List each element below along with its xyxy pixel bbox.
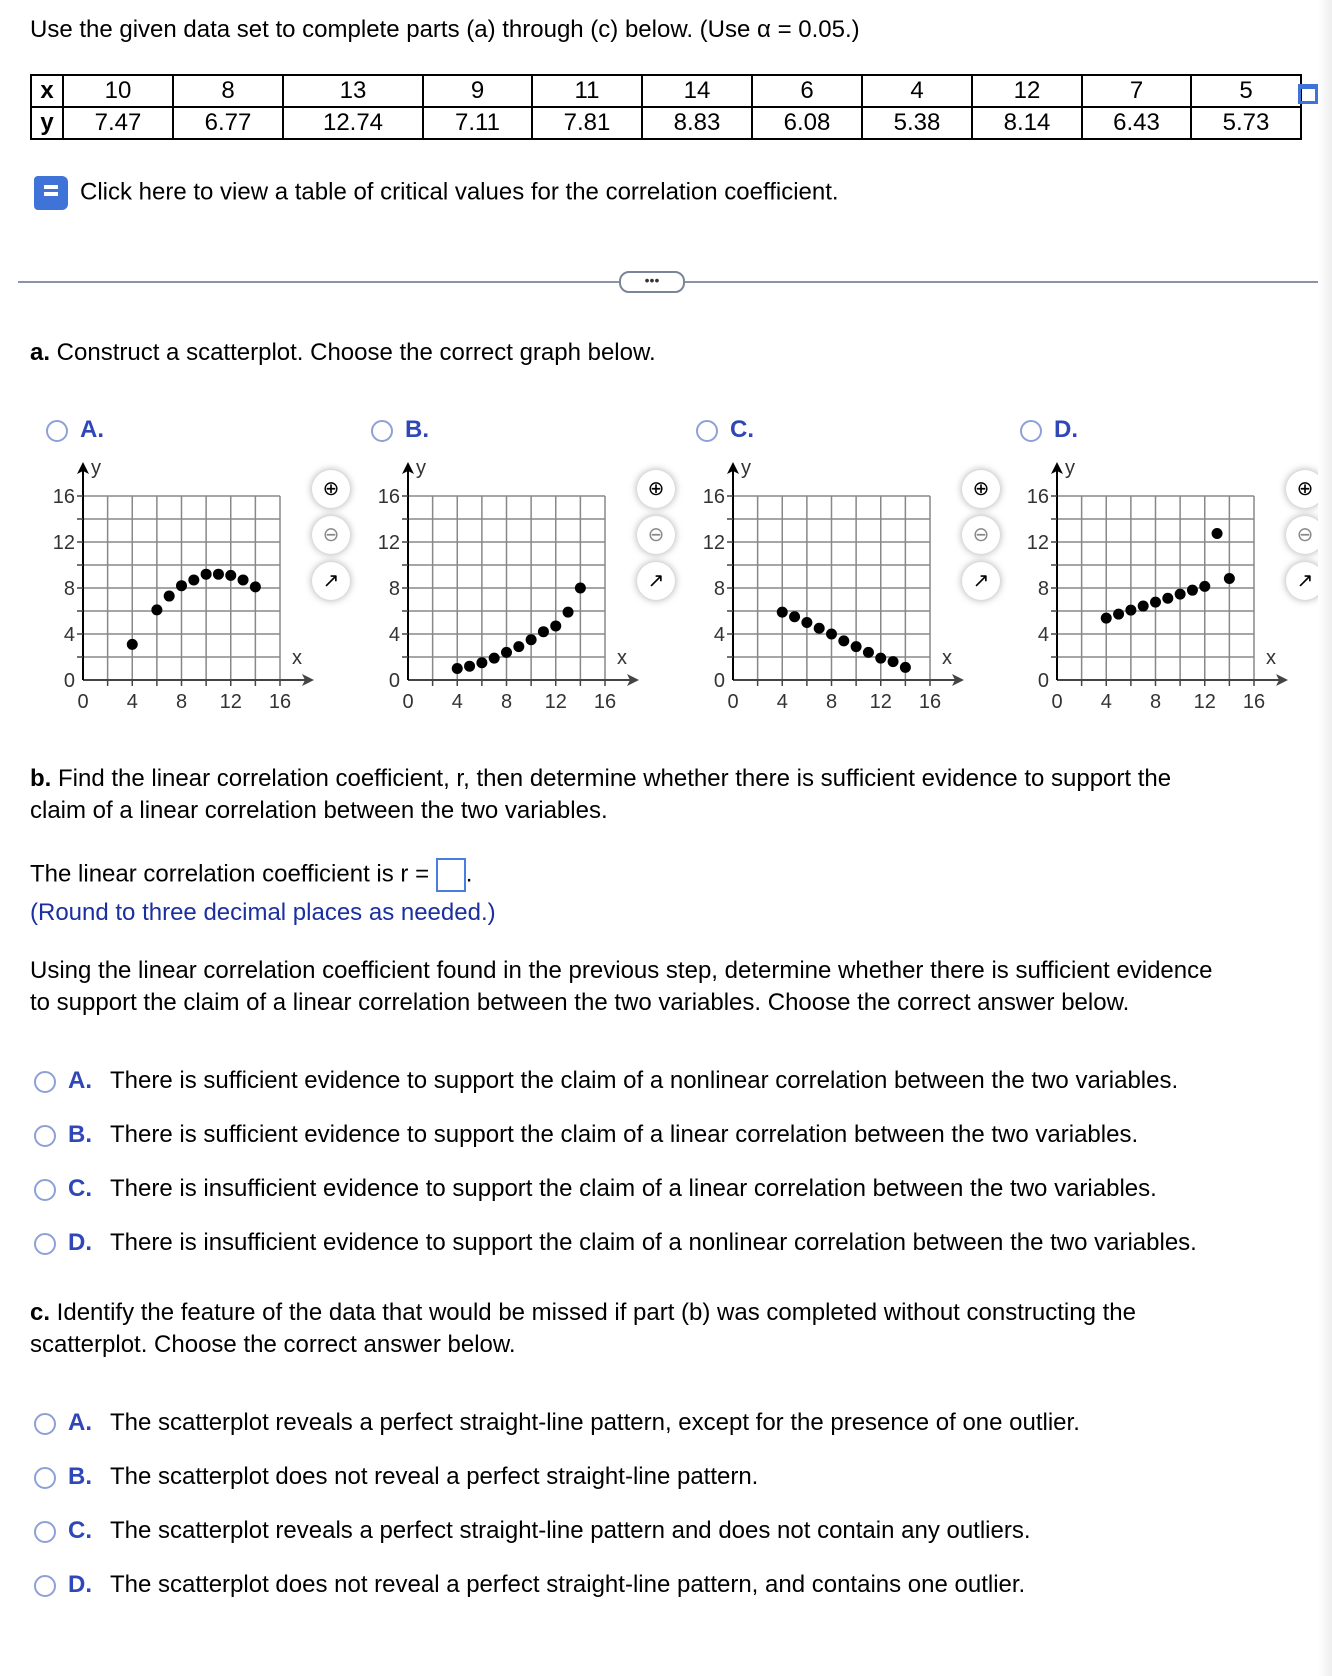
radio-button[interactable]	[46, 420, 68, 442]
answer-option-a[interactable]	[34, 1067, 1178, 1095]
zoom-in-icon[interactable]: ⊕	[1286, 470, 1324, 508]
x-cell: 14	[642, 75, 752, 107]
x-tick-label: 12	[219, 691, 242, 713]
data-point	[225, 570, 236, 581]
data-point	[1199, 581, 1210, 592]
x-header: x	[31, 75, 63, 107]
data-point	[814, 623, 825, 634]
option-label: A.	[68, 1409, 92, 1436]
zoom-out-icon[interactable]: ⊖	[962, 516, 1000, 554]
x-cell: 7	[1082, 75, 1191, 107]
y-tick-label: 16	[1026, 486, 1049, 508]
option-text: The scatterplot does not reveal a perfect straight-line pattern.	[110, 1463, 759, 1490]
y-tick-label: 16	[52, 486, 75, 508]
graph-option-header[interactable]	[46, 416, 122, 444]
x-cell: 9	[423, 75, 532, 107]
option-text: The scatterplot does not reveal a perfect straight-line pattern, and contains one outlier.	[110, 1571, 1026, 1598]
radio-button[interactable]	[696, 420, 718, 442]
data-point	[1101, 613, 1112, 624]
data-point	[151, 604, 162, 615]
part-b-label: b.	[30, 765, 52, 792]
zoom-out-icon[interactable]: ⊖	[312, 516, 350, 554]
expand-button[interactable]: •••	[619, 271, 685, 293]
book-icon	[34, 176, 68, 210]
data-point	[238, 574, 249, 585]
y-tick-label: 8	[388, 578, 400, 600]
option-text: There is insufficient evidence to support the claim of a nonlinear correlation between the two variables.	[110, 1229, 1197, 1256]
x-axis-label: x	[942, 647, 952, 669]
y-tick-label: 8	[63, 578, 75, 600]
y-tick-label: 12	[1026, 532, 1049, 554]
data-point	[176, 580, 187, 591]
graph-option-b[interactable]	[355, 416, 679, 716]
table-row-y	[31, 107, 1301, 139]
radio-button[interactable]	[34, 1521, 56, 1543]
data-point	[1224, 573, 1235, 584]
part-a-label: a.	[30, 339, 51, 366]
x-cell: 12	[972, 75, 1082, 107]
data-point	[1125, 605, 1136, 616]
y-cell: 5.38	[862, 107, 972, 139]
x-tick-label: 8	[825, 691, 838, 713]
data-point	[513, 641, 524, 652]
part-c-text-2: scatterplot. Choose the correct answer below.	[30, 1331, 516, 1358]
y-tick-label: 8	[713, 578, 725, 600]
popout-icon[interactable]: ↗	[962, 562, 1000, 600]
zoom-in-icon[interactable]: ⊕	[312, 470, 350, 508]
radio-button[interactable]	[34, 1413, 56, 1435]
part-a-prompt	[30, 339, 656, 367]
data-point	[1162, 593, 1173, 604]
data-point	[900, 662, 911, 673]
data-point	[1175, 589, 1186, 600]
part-b-prompt	[30, 765, 1171, 793]
y-cell: 7.11	[423, 107, 532, 139]
option-label: D.	[68, 1229, 92, 1256]
x-axis-label: x	[292, 647, 302, 669]
y-tick-label: 4	[388, 624, 400, 646]
graph-option-header[interactable]	[1020, 416, 1096, 444]
option-text: There is sufficient evidence to support the claim of a linear correlation between the two variables.	[110, 1121, 1139, 1148]
radio-button[interactable]	[34, 1575, 56, 1597]
popout-icon[interactable]: ↗	[312, 562, 350, 600]
data-point	[875, 653, 886, 664]
r-answer-input[interactable]	[436, 858, 466, 892]
y-cell: 8.14	[972, 107, 1082, 139]
answer-option-d[interactable]	[34, 1229, 1197, 1257]
radio-button[interactable]	[34, 1125, 56, 1147]
x-tick-label: 0	[402, 691, 414, 713]
answer-option-c[interactable]	[34, 1175, 1157, 1203]
data-point	[250, 581, 261, 592]
copy-table-icon[interactable]	[1298, 84, 1318, 104]
data-table	[30, 74, 1302, 140]
y-tick-label: 4	[63, 624, 75, 646]
data-point	[801, 617, 812, 628]
y-tick-label: 4	[713, 624, 725, 646]
data-point	[838, 635, 849, 646]
x-axis-label: x	[1266, 647, 1276, 669]
y-tick-label: 12	[702, 532, 725, 554]
data-point	[452, 663, 463, 674]
x-tick-label: 8	[1149, 691, 1162, 713]
data-point	[188, 574, 199, 585]
y-tick-label: 4	[1037, 624, 1049, 646]
scatterplot	[30, 456, 330, 726]
y-axis-label: y	[416, 457, 426, 479]
r-suffix: .	[465, 860, 473, 888]
y-cell: 7.81	[532, 107, 642, 139]
scroll-edge	[1318, 0, 1332, 1676]
round-hint: (Round to three decimal places as needed.)	[30, 899, 496, 926]
data-point	[863, 647, 874, 658]
data-point	[489, 653, 500, 664]
part-a-text: Construct a scatterplot. Choose the correct graph below.	[50, 339, 656, 366]
x-tick-label: 12	[1193, 691, 1216, 713]
answer-option-c[interactable]	[34, 1517, 1031, 1545]
x-tick-label: 0	[1051, 691, 1063, 713]
x-tick-label: 16	[918, 691, 942, 713]
evidence-question-1: Using the linear correlation coefficient found in the previous step, determine whether there is sufficient evidence	[30, 957, 1213, 984]
option-label: C.	[730, 416, 754, 443]
y-cell: 6.43	[1082, 107, 1191, 139]
option-text: There is insufficient evidence to support the claim of a linear correlation between the two variables.	[110, 1175, 1157, 1202]
data-point	[464, 661, 475, 672]
y-tick-label: 0	[1037, 670, 1049, 692]
graph-option-d[interactable]	[1004, 416, 1328, 716]
option-label: C.	[68, 1517, 92, 1544]
data-point	[526, 634, 537, 645]
table-row-x	[31, 75, 1301, 107]
y-tick-label: 12	[52, 532, 75, 554]
x-tick-label: 4	[126, 691, 138, 713]
data-point	[826, 629, 837, 640]
option-label: A.	[80, 416, 104, 443]
radio-button[interactable]	[1020, 420, 1042, 442]
x-tick-label: 16	[593, 691, 617, 713]
data-point	[213, 569, 224, 580]
y-tick-label: 16	[702, 486, 725, 508]
data-point	[1138, 601, 1149, 612]
y-cell: 8.83	[642, 107, 752, 139]
data-point	[777, 607, 788, 618]
answer-option-b[interactable]	[34, 1121, 1138, 1149]
x-tick-label: 12	[869, 691, 892, 713]
option-label: C.	[68, 1175, 92, 1202]
y-cell: 7.47	[63, 107, 173, 139]
option-label: B.	[405, 416, 429, 443]
option-label: B.	[68, 1463, 92, 1490]
part-c-label: c.	[30, 1299, 51, 1326]
data-point	[1113, 609, 1124, 620]
data-point	[563, 607, 574, 618]
answer-option-a[interactable]	[34, 1409, 1080, 1437]
y-tick-label: 12	[377, 532, 400, 554]
x-cell: 10	[63, 75, 173, 107]
data-point	[164, 591, 175, 602]
y-tick-label: 8	[1037, 578, 1049, 600]
radio-button[interactable]	[34, 1071, 56, 1093]
x-tick-label: 16	[268, 691, 292, 713]
y-tick-label: 0	[63, 670, 75, 692]
data-point	[851, 641, 862, 652]
data-point	[201, 569, 212, 580]
x-tick-label: 0	[77, 691, 89, 713]
option-text: There is sufficient evidence to support the claim of a nonlinear correlation between the two variables.	[110, 1067, 1179, 1094]
answer-option-b[interactable]	[34, 1463, 758, 1491]
popout-icon[interactable]: ↗	[637, 562, 675, 600]
x-tick-label: 0	[727, 691, 739, 713]
radio-button[interactable]	[34, 1467, 56, 1489]
y-axis-label: y	[741, 457, 751, 479]
zoom-out-icon[interactable]: ⊖	[637, 516, 675, 554]
data-point	[1150, 597, 1161, 608]
y-tick-label: 0	[388, 670, 400, 692]
x-axis-label: x	[617, 647, 627, 669]
scatterplot	[680, 456, 980, 726]
radio-button[interactable]	[34, 1233, 56, 1255]
r-prompt: The linear correlation coefficient is r =	[30, 860, 430, 888]
radio-button[interactable]	[371, 420, 393, 442]
part-b-text-2: claim of a linear correlation between the two variables.	[30, 797, 608, 824]
x-tick-label: 4	[451, 691, 463, 713]
x-cell: 11	[532, 75, 642, 107]
data-point	[789, 611, 800, 622]
y-axis-label: y	[1065, 457, 1075, 479]
zoom-out-icon[interactable]: ⊖	[1286, 516, 1324, 554]
scatterplot	[1004, 456, 1304, 726]
data-point	[1187, 585, 1198, 596]
graph-option-c[interactable]	[680, 416, 1004, 716]
option-label: A.	[68, 1067, 92, 1094]
x-tick-label: 16	[1242, 691, 1266, 713]
option-text: The scatterplot reveals a perfect straight-line pattern and does not contain any outliers.	[110, 1517, 1031, 1544]
evidence-question-2: to support the claim of a linear correlation between the two variables. Choose the correct answer below.	[30, 989, 1130, 1016]
y-axis-label: y	[91, 457, 101, 479]
scatterplot	[355, 456, 655, 726]
data-point	[476, 657, 487, 668]
part-c-prompt	[30, 1299, 1136, 1327]
x-cell: 13	[283, 75, 423, 107]
option-label: D.	[1054, 416, 1078, 443]
x-tick-label: 8	[500, 691, 513, 713]
data-point	[127, 639, 138, 650]
x-tick-label: 12	[544, 691, 567, 713]
r-answer-row	[30, 858, 472, 892]
y-header: y	[31, 107, 63, 139]
part-c-text: Identify the feature of the data that would be missed if part (b) was completed without constructing the	[50, 1299, 1136, 1326]
y-tick-label: 16	[377, 486, 400, 508]
answer-option-d[interactable]	[34, 1571, 1025, 1599]
option-text: The scatterplot reveals a perfect straight-line pattern, except for the presence of one outlier.	[110, 1409, 1080, 1436]
data-point	[501, 647, 512, 658]
option-label: D.	[68, 1571, 92, 1598]
x-cell: 5	[1191, 75, 1301, 107]
x-tick-label: 8	[175, 691, 188, 713]
zoom-in-icon[interactable]: ⊕	[962, 470, 1000, 508]
zoom-in-icon[interactable]: ⊕	[637, 470, 675, 508]
y-cell: 5.73	[1191, 107, 1301, 139]
data-point	[550, 620, 561, 631]
intro-text: Use the given data set to complete parts (a) through (c) below. (Use α = 0.05.)	[30, 16, 860, 43]
part-b-text: Find the linear correlation coefficient, r, then determine whether there is sufficient evidence to support the	[51, 765, 1172, 792]
x-tick-label: 4	[776, 691, 788, 713]
radio-button[interactable]	[34, 1179, 56, 1201]
x-cell: 4	[862, 75, 972, 107]
graph-option-header[interactable]	[696, 416, 772, 444]
critical-values-link[interactable]	[34, 176, 839, 210]
y-tick-label: 0	[713, 670, 725, 692]
data-point	[1212, 528, 1223, 539]
data-point	[888, 656, 899, 667]
y-cell: 6.77	[173, 107, 283, 139]
option-label: B.	[68, 1121, 92, 1148]
y-cell: 12.74	[283, 107, 423, 139]
critical-values-link-text: Click here to view a table of critical values for the correlation coefficient.	[80, 178, 839, 206]
y-cell: 6.08	[752, 107, 862, 139]
graph-option-a[interactable]	[30, 416, 354, 716]
data-point	[538, 626, 549, 637]
graph-option-header[interactable]	[371, 416, 447, 444]
data-point	[575, 583, 586, 594]
x-cell: 8	[173, 75, 283, 107]
x-cell: 6	[752, 75, 862, 107]
x-tick-label: 4	[1100, 691, 1112, 713]
popout-icon[interactable]: ↗	[1286, 562, 1324, 600]
